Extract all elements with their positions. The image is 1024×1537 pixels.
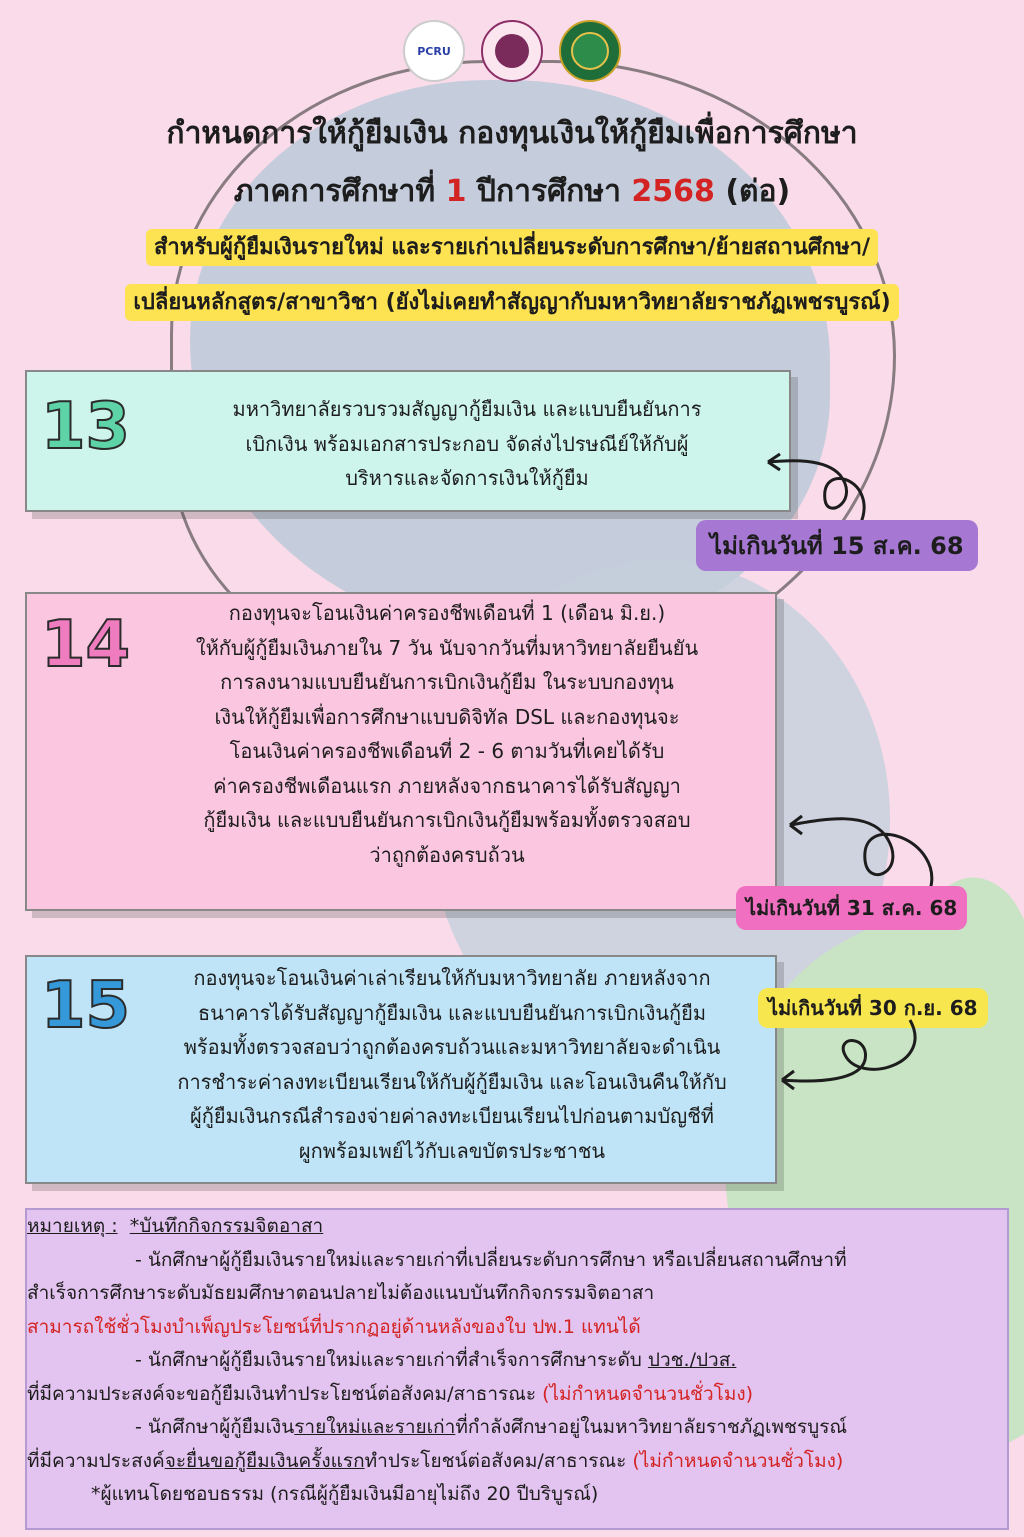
step-text-line: โอนเงินค่าครองชีพเดือนที่ 2 - 6 ตามวันที่เคยได้รับ	[229, 739, 665, 763]
remarks-box	[25, 1208, 1009, 1530]
deadline-badge: ไม่เกินวันที่ 30 ก.ย. 68	[758, 988, 988, 1028]
academic-year: 2568	[631, 174, 715, 209]
loop-arrow-icon	[760, 440, 880, 530]
step-text-line: การลงนามแบบยืนยันการเบิกเงินกู้ยืม ในระบบกองทุน	[220, 670, 674, 694]
step-number: 14	[41, 608, 131, 682]
step-text-line: ค่าครองชีพเดือนแรก ภายหลังจากธนาคารได้รับสัญญา	[213, 773, 681, 798]
step-card-14	[25, 592, 777, 911]
step-text-line: ผู้กู้ยืมเงินกรณีสำรองจ่ายค่าลงทะเบียนเรียนไปก่อนตามบัญชีที่	[190, 1104, 714, 1128]
university-seal-emblem	[571, 32, 609, 70]
step-text-line: ว่าถูกต้องครบถ้วน	[369, 842, 525, 867]
continued-label: (ต่อ)	[714, 174, 791, 209]
pcru-logo: PCRU	[403, 20, 465, 82]
audience-line-1: สำหรับผู้กู้ยืมเงินรายใหม่ และรายเก่าเปลี่ยนระดับการศึกษา/ย้ายสถานศึกษา/	[0, 229, 1024, 264]
page-subtitle-term	[0, 168, 1024, 215]
step-number: 15	[41, 969, 131, 1043]
step-card-15	[25, 955, 777, 1184]
step-text-line: เงินให้กู้ยืมเพื่อการศึกษาแบบดิจิทัล DSL และกองทุนจะ	[214, 704, 680, 729]
remark-item-2: - นักศึกษาผู้กู้ยืมเงินรายใหม่และรายเก่าที่สำเร็จการศึกษาระดับ ปวช./ปวส.	[135, 1349, 737, 1371]
loop-arrow-icon	[770, 1015, 940, 1095]
remarks-footer: *ผู้แทนโดยชอบธรรม (กรณีผู้กู้ยืมเงินมีอายุไม่ถึง 20 ปีบริบูรณ์)	[91, 1483, 599, 1505]
page-title: กำหนดการให้กู้ยืมเงิน กองทุนเงินให้กู้ยืมเพื่อการศึกษา	[166, 116, 858, 151]
step-text-line: กู้ยืมเงิน และแบบยืนยันการเบิกเงินกู้ยืมพร้อมทั้งตรวจสอบ	[203, 808, 691, 832]
step-number: 13	[41, 390, 131, 464]
audience-line-2: เปลี่ยนหลักสูตร/สาขาวิชา (ยังไม่เคยทำสัญญากับมหาวิทยาลัยราชภัฏเพชรบูรณ์)	[0, 284, 1024, 319]
step-text-line: กองทุนจะโอนเงินค่าครองชีพเดือนที่ 1 (เดือน มิ.ย.)	[228, 601, 666, 625]
remark-item-1-cont: สำเร็จการศึกษาระดับมัธยมศึกษาตอนปลายไม่ต้องแนบบันทึกกิจกรรมจิตอาสา	[27, 1282, 655, 1304]
step-description	[137, 961, 767, 1168]
deadline-badge: ไม่เกินวันที่ 15 ส.ค. 68	[696, 520, 978, 571]
step-text-line: พร้อมทั้งตรวจสอบว่าถูกต้องครบถ้วนและมหาวิทยาลัยจะดำเนิน	[183, 1035, 721, 1059]
student-affairs-logo	[481, 20, 543, 82]
loop-arrow-icon	[780, 790, 940, 900]
step-text-line: ผูกพร้อมเพย์ไว้กับเลขบัตรประชาชน	[298, 1138, 606, 1163]
remark-item-2-cont: ที่มีความประสงค์จะขอกู้ยืมเงินทำประโยชน์ต่อสังคม/สาธารณะ (ไม่กำหนดจำนวนชั่วโมง)	[27, 1382, 754, 1405]
step-text-line: การชำระค่าลงทะเบียนเรียนให้กับผู้กู้ยืมเงิน และโอนเงินคืนให้กับ	[177, 1069, 727, 1094]
remark-item-1-highlight: สามารถใช้ชั่วโมงบำเพ็ญประโยชน์ที่ปรากฏอยู่ด้านหลังของใบ ปพ.1 แทนได้	[27, 1315, 641, 1338]
step-text-line: ให้กับผู้กู้ยืมเงินภายใน 7 วัน นับจากวันที่มหาวิทยาลัยยืนยัน	[195, 635, 699, 660]
step-text-line: ธนาคารได้รับสัญญากู้ยืมเงิน และแบบยืนยันการเบิกเงินกู้ยืม	[197, 1000, 707, 1025]
step-text-line: มหาวิทยาลัยรวบรวมสัญญากู้ยืมเงิน และแบบยืนยันการ	[232, 397, 702, 421]
remarks-heading: หมายเหตุ : *บันทึกกิจกรรมจิตอาสา	[27, 1215, 324, 1237]
remark-item-1: - นักศึกษาผู้กู้ยืมเงินรายใหม่และรายเก่าที่เปลี่ยนระดับการศึกษา หรือเปลี่ยนสถานศึกษาที่	[135, 1248, 847, 1271]
step-text-line: เบิกเงิน พร้อมเอกสารประกอบ จัดส่งไปรษณีย์ให้กับผู้	[245, 431, 689, 456]
deadline-badge: ไม่เกินวันที่ 31 ส.ค. 68	[736, 886, 967, 930]
remark-item-3: - นักศึกษาผู้กู้ยืมเงินรายใหม่และรายเก่าที่กำลังศึกษาอยู่ในมหาวิทยาลัยราชภัฏเพชรบูรณ์	[135, 1416, 848, 1438]
step-text-line: กองทุนจะโอนเงินค่าเล่าเรียนให้กับมหาวิทยาลัย ภายหลังจาก	[193, 966, 711, 990]
remark-item-3-cont: ที่มีความประสงค์จะยื่นขอกู้ยืมเงินครั้งแรกทำประโยชน์ต่อสังคม/สาธารณะ (ไม่กำหนดจำนวนชั่วโมง)	[27, 1449, 844, 1472]
term-label: ภาคการศึกษาที่	[233, 174, 446, 209]
step-text-line: บริหารและจัดการเงินให้กู้ยืม	[345, 466, 589, 490]
university-seal-logo	[559, 20, 621, 82]
step-card-13	[25, 370, 791, 512]
step-description	[127, 596, 767, 872]
term-number: 1	[445, 174, 467, 209]
student-affairs-logo-emblem	[495, 34, 529, 68]
step-description	[152, 392, 782, 496]
year-label: ปีการศึกษา	[466, 174, 632, 209]
logo-row	[0, 20, 1024, 82]
